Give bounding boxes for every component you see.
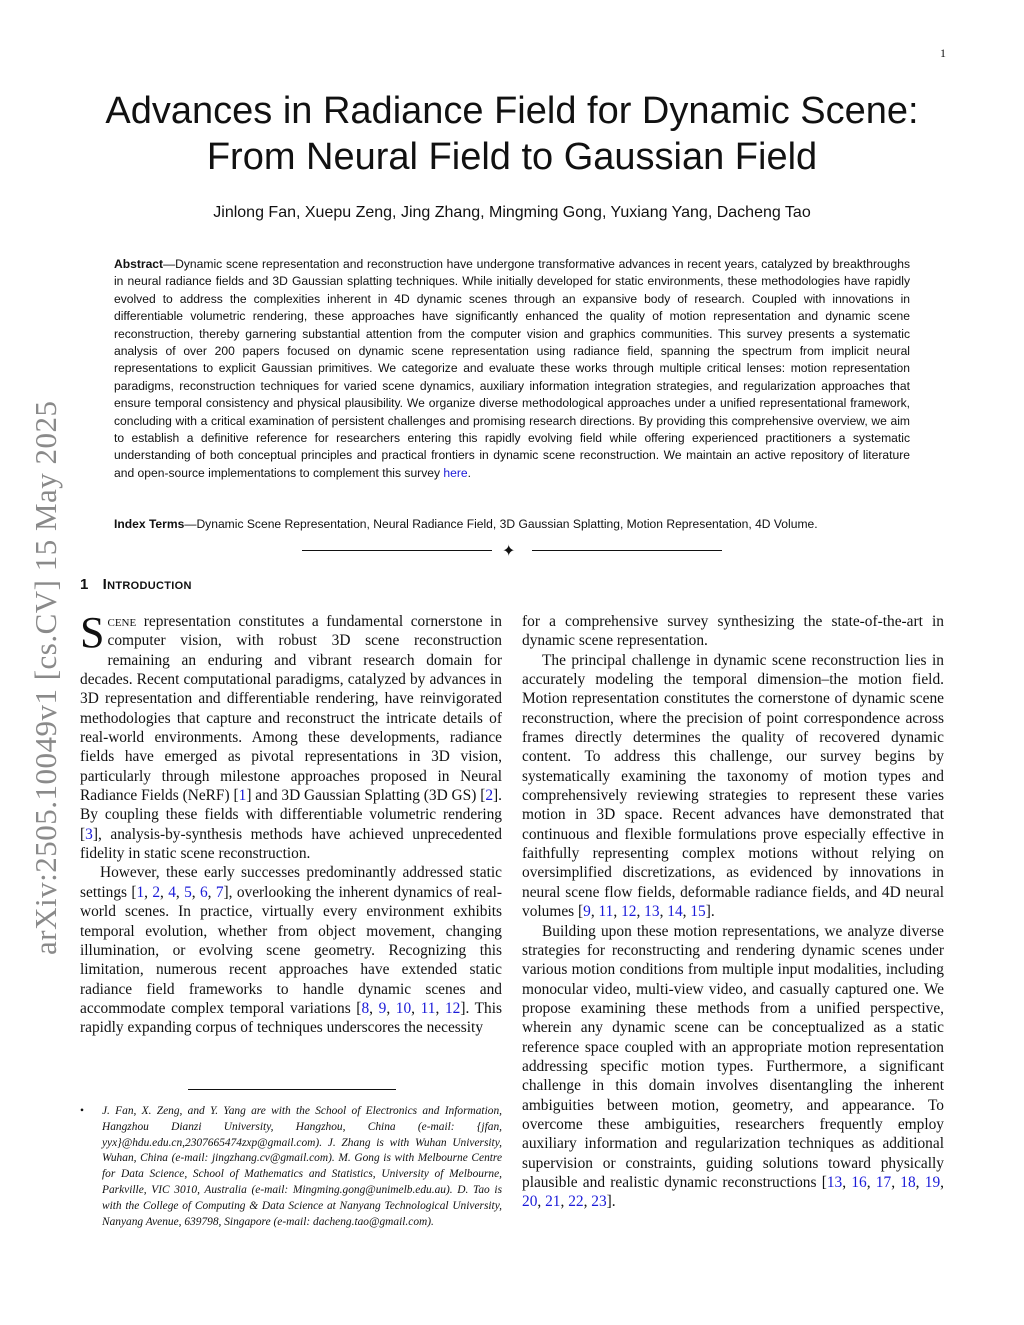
text-run: ], analysis-by-synthesis methods have achieved unprecedented fidelity in static scene reconstruction.: [80, 825, 502, 863]
citation-link[interactable]: 19: [924, 1173, 941, 1191]
citation-link[interactable]: 17: [875, 1173, 892, 1191]
section-divider: [302, 541, 722, 560]
citation-link[interactable]: 5: [184, 883, 192, 901]
citation-group: 9, 11, 12, 13, 14, 15: [583, 903, 706, 921]
text-run: ]. By coupling these fields with differentiable volumetric rendering [: [80, 787, 503, 843]
citation-link[interactable]: 2: [485, 787, 494, 805]
citation-link[interactable]: 4: [168, 883, 176, 901]
citation-link[interactable]: 9: [583, 903, 591, 921]
citation-link[interactable]: 11: [598, 903, 614, 921]
abstract: [114, 256, 910, 482]
citation-link[interactable]: 12: [621, 903, 637, 921]
divider-line-left: [302, 550, 492, 551]
abstract-text: —Dynamic scene representation and reconstruction have undergone transformative advances in recent years, catalyzed by breakthroughs in neural radiance fields and 3D Gaussian splatting techniques. While initially developed for static environments, these methodologies have rapidly evolved to address the complexities inherent in 4D dynamic scenes through an expansive body of research. Coupled with innovations in differentiable volumetric rendering, these approaches have significantly enhanced the quality of motion representation and dynamic scene reconstruction, thereby garnering substantial attention from the computer vision and graphics communities. This survey presents a systematic analysis of over 200 papers focused on dynamic scene representation using radiance field, spanning the spectrum from implicit neural representations to explicit Gaussian primitives. We categorize and evaluate these works through multiple critical lenses: motion representation paradigms, reconstruction techniques for varied scene dynamics, auxiliary information integration strategies, and regularization approaches that ensure temporal consistency and physical plausibility. We organize diverse methodological approaches under a unified representational framework, concluding with a critical examination of persistent challenges and promising research directions. By providing this comprehensive overview, we aim to establish a definitive reference for researchers entering this rapidly evolving field while offering experienced practitioners a systematic understanding of both conceptual principles and practical frontiers in dynamic scene reconstruction. We maintain an active repository of literature and open-source implementations to complement this survey: [114, 257, 910, 480]
citation-link[interactable]: 21: [545, 1193, 561, 1211]
abstract-end: .: [467, 465, 471, 480]
section-number: 1: [80, 576, 89, 593]
citation-link[interactable]: 3: [85, 825, 93, 843]
section-title: Introduction: [102, 576, 192, 593]
citation-link[interactable]: 1: [136, 883, 145, 901]
affiliation-footnote: [80, 1104, 502, 1230]
text-run: Building upon these motion representations, we analyze diverse strategies for reconstructing and rendering dynamic scenes under various motion conditions from multiple input modalities, including monocular video, multi-view video, and casually captured one. We propose examining these methods from a unified perspective, wherein any dynamic scene can be conceptualized as a static reference space coupled with an appropriate motion representation addressing specific motion types. Furthermore, a significant challenge in this domain involves disentangling the inherent ambiguities between motion, geometry, and appearance. To overcome these ambiguities, researchers frequently employ auxiliary information and regularization techniques as additional supervision or constraints, guiding solutions toward physically plausible and realistic dynamic reconstructions [: [522, 922, 944, 1191]
small-caps-word: cene: [107, 613, 137, 630]
page-number: 1: [940, 46, 946, 60]
intro-paragraph-3: for a comprehensive survey synthesizing the state-of-the-art in dynamic scene representation.: [522, 613, 944, 650]
author-list: Jinlong Fan, Xuepu Zeng, Jing Zhang, Mingming Gong, Yuxiang Yang, Dacheng Tao: [213, 204, 811, 221]
title-line-1: Advances in Radiance Field for Dynamic Scene:: [105, 90, 919, 132]
citation-link[interactable]: 20: [522, 1193, 538, 1211]
citation-link[interactable]: 16: [851, 1173, 867, 1191]
citation-link[interactable]: 6: [199, 883, 208, 901]
section-heading: [80, 576, 192, 593]
abstract-label: Abstract: [114, 257, 164, 271]
footnote-bullet: •: [80, 1105, 84, 1117]
repository-link[interactable]: here: [443, 465, 468, 480]
intro-paragraph-2: [80, 863, 502, 1037]
title-line-2: From Neural Field to Gaussian Field: [206, 136, 818, 178]
citation-group: 1, 2, 4, 5, 6, 7: [136, 883, 224, 901]
citation-link[interactable]: 12: [444, 999, 461, 1017]
text-run: The principal challenge in dynamic scene reconstruction lies in accurately modeling the temporal dimension–the motion field. Motion representation constitutes the cornerstone of dynamic scene reconstruction, where the precision of point correspondence across frames directly determines the quality of recovered dynamic content. To address this challenge, our survey begins by systematically examining the taxonomy of motion types and comprehensively reviewing strategies to represent these varies motion in 3D space. Recent advances have demonstrated that continuous and flexible formulations prove especially effective in faithfully representing complex motions without relying on oversimplified discretizations, as evidenced by innovations in neural scene flow fields, deformable radiance fields, and 4D neural volumes [: [522, 651, 944, 921]
text-run: However, these early successes predominantly addressed static settings [: [80, 864, 502, 901]
citation-link[interactable]: 8: [361, 999, 370, 1017]
citation-link[interactable]: 1: [238, 787, 247, 805]
footnote-text: J. Fan, X. Zeng, and Y. Yang are with the School of Electronics and Information, Hangzhou Dianzi University, Hangzhou, China (e-mail: {jfan, yyx}@hdu.edu.cn,2307665474zxp@gmail.com). J. Zhang is with Wuhan University, Wuhan, China (e-mail: jingzhang.cv@gmail.com). M. Gong is with Melbourne Centre for Data Science, School of Mathematics and Statistics, University of Melbourne, Parkville, VIC 3010, Australia (e-mail: Mingming.gong@unimelb.edu.au). D. Tao is with the College of Computing & Data Science at Nanyang Technological University, Nanyang Avenue, 639798, Singapore (e-mail: dacheng.tao@gmail.com).: [102, 1105, 502, 1228]
arxiv-stamp: arXiv:2505.10049v1 [cs.CV] 15 May 2025: [28, 400, 63, 955]
citation-link[interactable]: 18: [900, 1173, 916, 1191]
citation-link[interactable]: 22: [568, 1193, 584, 1211]
text-run: ]. This rapidly expanding corpus of techniques underscores the necessity: [80, 999, 502, 1037]
citation-link[interactable]: 2: [152, 883, 161, 901]
drop-cap: S: [80, 608, 105, 657]
citation-link[interactable]: 7: [215, 883, 224, 901]
citation-link[interactable]: 10: [395, 999, 412, 1017]
text-run: representation constitutes a fundamental cornerstone in computer vision, with robust 3D scene reconstruction remaining an enduring and vibrant research domain for decades. Recent computational paradigms, catalyzed by advances in 3D representation and differentiable rendering, have reinvigorated methodologies that capture and reconstruct the intricate details of real-world environments. Among these developments, radiance fields have emerged as pivotal representations in 3D vision, particularly through milestone approaches proposed in Neural Radiance Fields (NeRF) [: [80, 613, 502, 805]
text-run: ], overlooking the inherent dynamics of real-world scenes. In practice, virtually every environment exhibits temporal evolution, whether from object movement, changing illumination, or evolving scene geometry. Recognizing this limitation, numerous recent approaches have extended static radiance field frameworks to handle dynamic scenes and accommodate complex temporal variations [: [80, 883, 502, 1017]
divider-line-right: [532, 550, 722, 551]
index-terms-text: —Dynamic Scene Representation, Neural Radiance Field, 3D Gaussian Splatting, Motion Representation, 4D Volume.: [184, 517, 818, 531]
citation-link[interactable]: 13: [826, 1173, 843, 1191]
citation-link[interactable]: 14: [667, 903, 683, 921]
citation-link[interactable]: 9: [378, 999, 387, 1017]
index-terms-label: Index Terms: [114, 517, 185, 531]
right-column: [522, 612, 944, 1212]
citation-link[interactable]: 15: [690, 903, 706, 921]
citation-group: 13, 16, 17, 18, 19, 20, 21, 22, 23: [522, 1173, 945, 1211]
text-run: ].: [705, 903, 715, 921]
footnote-rule: [188, 1089, 396, 1090]
index-terms: [114, 516, 910, 533]
text-run: ].: [606, 1193, 616, 1211]
text-run: ] and 3D Gaussian Splatting (3D GS) [: [246, 787, 486, 805]
citation-link[interactable]: 13: [644, 903, 660, 921]
intro-paragraph-4: [522, 651, 944, 922]
citation-group: 8, 9, 10, 11, 12: [361, 999, 461, 1017]
intro-paragraph-5: [522, 922, 944, 1212]
citation-link[interactable]: 11: [420, 999, 436, 1017]
divider-star-icon: ✦: [502, 541, 516, 560]
left-column: [80, 608, 503, 1038]
citation-link[interactable]: 23: [591, 1193, 607, 1211]
intro-paragraph-1: [80, 608, 503, 863]
paper-title: [60, 88, 964, 180]
